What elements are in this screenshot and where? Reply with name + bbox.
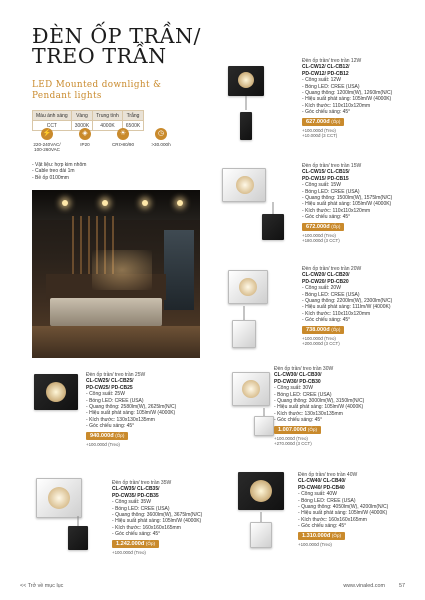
price-unit: (Ốp)	[115, 432, 125, 438]
spec-line: - Hiệu suất phát sáng: 105lm/W (4000K)	[298, 510, 416, 516]
note-item: - Bề ốp 0100mm	[32, 174, 69, 181]
price-value: 1.007.000đ	[278, 426, 307, 433]
title-line-1: ĐÈN ỐP TRẦN/	[32, 24, 202, 48]
spec-line: - Kích thước: 160x160x165mm	[112, 525, 232, 531]
cct-header-cell: Trắng	[122, 111, 143, 121]
cct-header-cell: Vàng	[71, 111, 92, 121]
price-extra: +100.000đ (Treo)	[302, 233, 336, 239]
price-value: 738.000đ	[306, 326, 330, 333]
cct-value-cell: 6500K	[122, 121, 143, 131]
cct-header-cell: Màu ánh sáng	[33, 111, 72, 121]
pendant-lamp-15w	[262, 202, 284, 242]
spec-label: >30.000h	[151, 141, 171, 147]
product-type: Đèn ốp trần/ treo trần 15W	[302, 163, 362, 169]
price-extra: +100.000đ (Treo)	[302, 336, 336, 342]
spec-line: - Quang thông: 2580lm(W), 2625lm(N/C)	[86, 404, 206, 410]
price-unit: (Ốp)	[331, 223, 341, 229]
spec-line: - Công suất: 30W	[274, 385, 416, 391]
product-image-12w	[228, 66, 264, 110]
spec-icons	[32, 128, 176, 152]
product-code: PD-CW40/ PD-CB40	[298, 484, 345, 491]
price-value: 627.000đ	[306, 118, 330, 125]
product-code: PD-CW20/ PD-CB20	[302, 278, 349, 285]
cct-value-cell: 4000K	[93, 121, 123, 131]
product-image-20w	[228, 270, 268, 304]
price-unit: (Ốp)	[307, 426, 318, 432]
cct-value-cell: 3000K	[71, 121, 92, 131]
price-unit: (Ốp)	[331, 326, 341, 332]
price-value: 672.000đ	[306, 223, 330, 230]
spec-line: - Góc chiếu sáng: 45°	[112, 531, 232, 537]
spec-line: - Quang thông: 3000lm(W), 3150lm(N/C)	[274, 398, 416, 404]
spec-line: - Hiệu suất phát sáng: 105lm/W (4000K)	[112, 518, 232, 524]
spec-list	[112, 499, 232, 537]
spec-line: - Kích thước: 160x160x165mm	[298, 517, 416, 523]
spec-line: - Hiệu suất phát sáng: 111lm/W (4000K)	[302, 304, 412, 310]
page-title	[32, 26, 242, 66]
product-code: CL-CW15/ CL-CB15/	[302, 169, 350, 176]
price-badge	[302, 223, 344, 231]
price-extras	[302, 128, 412, 139]
spec-line: - Quang thông: 4050lm(W), 4200lm(N/C)	[298, 504, 416, 510]
product-code: CL-CW20/ CL-CB20/	[302, 272, 350, 279]
spec-line: - Bóng LED: CREE (USA)	[112, 506, 232, 512]
cct-header-cell: Trung tính	[93, 111, 123, 121]
spec-line: - Công suất: 40W	[298, 491, 416, 497]
price-extras	[302, 336, 412, 347]
price-extra: +100.000đ (Treo)	[274, 436, 308, 442]
product-type: Đèn ốp trần/ treo trần 25W	[86, 372, 146, 378]
spec-line: - Công suất: 12W	[302, 77, 412, 83]
spec-line: - Bóng LED: CREE (USA)	[302, 84, 412, 90]
spec-cri	[108, 128, 138, 152]
product-code: PD-CW30/ PD-CB30	[274, 378, 321, 385]
bedroom-photo	[32, 190, 200, 358]
product-20w	[302, 266, 412, 347]
price-extras	[112, 550, 232, 555]
spec-line: - Kích thước: 130x130x135mm	[274, 411, 416, 417]
price-extras	[298, 542, 416, 547]
clock-icon: ◷	[155, 128, 167, 140]
website-link[interactable]: www.vinaled.com	[343, 583, 385, 589]
product-code: PD-CW12/ PD-CB12	[302, 70, 349, 77]
price-unit: (Ốp)	[145, 540, 156, 546]
product-code: PD-CW25/ PD-CB25	[86, 384, 133, 391]
spec-line: - Quang thông: 1500lm(W), 1575lm(N/C)	[302, 195, 412, 201]
product-image-35w	[36, 478, 82, 518]
product-code: CL-CW35/ CL-CB35/	[112, 486, 160, 493]
spec-line: - Bóng LED: CREE (USA)	[298, 498, 416, 504]
price-extras	[274, 436, 416, 447]
cct-header-row	[33, 111, 144, 121]
product-40w	[298, 472, 416, 547]
product-image-25w	[34, 374, 78, 410]
price-value: 1.242.000đ	[116, 540, 145, 547]
spec-list	[298, 491, 416, 529]
product-code: CL-CW25/ CL-CB25/	[86, 378, 134, 385]
price-badge	[274, 426, 321, 434]
price-value: 1.310.000đ	[302, 532, 331, 539]
spec-line: - Kích thước: 130x130x135mm	[86, 417, 206, 423]
spec-line: - Góc chiếu sáng: 45°	[298, 523, 416, 529]
price-extra: +200.000đ (3 CCT)	[302, 341, 340, 347]
price-extra: +100.000đ (Treo)	[112, 550, 146, 556]
spec-list	[302, 182, 412, 220]
price-extra: +100.000đ (Treo)	[298, 542, 332, 548]
plug-icon: ⚡	[41, 128, 53, 140]
product-image-40w	[238, 472, 284, 510]
general-notes	[32, 162, 86, 181]
price-extras	[86, 442, 206, 447]
spec-line: - Kích thước: 110x110x120mm	[302, 311, 412, 317]
spec-line: - Hiệu suất phát sáng: 105lm/W (4000K)	[86, 410, 206, 416]
price-badge	[302, 326, 344, 334]
spec-line: - Công suất: 35W	[112, 499, 232, 505]
pendant-lamp-20w	[232, 306, 256, 350]
spec-line: - Góc chiếu sáng: 45°	[86, 423, 206, 429]
shield-icon: ◈	[79, 128, 91, 140]
page-footer	[343, 583, 405, 589]
pendant-lamp-35w	[68, 516, 88, 552]
product-type: Đèn ốp trần/ treo trần 35W	[112, 480, 172, 486]
spec-line: - Bóng LED: CREE (USA)	[86, 398, 206, 404]
spec-lifetime	[146, 128, 176, 152]
spec-list	[302, 285, 412, 323]
spec-line: - Công suất: 25W	[86, 391, 206, 397]
spec-line: - Kích thước: 110x110x120mm	[302, 208, 412, 214]
pendant-canopy	[240, 112, 252, 142]
product-code: PD-CW35/ PD-CB35	[112, 492, 159, 499]
price-value: 940.000đ	[90, 432, 114, 439]
price-extra: +10.000đ (3 CCT)	[302, 133, 338, 139]
page-subtitle	[32, 80, 232, 101]
page-number: 57	[399, 583, 405, 589]
spec-line: - Bóng LED: CREE (USA)	[274, 392, 416, 398]
product-type: Đèn ốp trần/ treo trần 20W	[302, 266, 362, 272]
spec-line: - Quang thông: 2200lm(W), 2300lm(N/C)	[302, 298, 412, 304]
price-extra: +100.000đ (Treo)	[86, 442, 120, 448]
product-type: Đèn ốp trần/ treo trần 40W	[298, 472, 358, 478]
product-code: CL-CW30/ CL-CB30/	[274, 372, 322, 379]
spec-label: 220-240VAC/ 100-260VAC	[33, 141, 61, 152]
product-type: Đèn ốp trần/ treo trần 12W	[302, 58, 362, 64]
pendant-lamp-30w	[254, 408, 274, 438]
price-unit: (Ốp)	[331, 532, 342, 538]
spec-line: - Quang thông: 1200lm(W), 1260lm(N/C)	[302, 90, 412, 96]
spec-list	[86, 391, 206, 429]
spec-line: - Góc chiếu sáng: 45°	[302, 109, 412, 115]
product-25w	[86, 372, 206, 447]
product-image-15w	[222, 168, 266, 202]
product-image-30w	[232, 372, 270, 406]
price-badge	[112, 540, 159, 548]
pendant-lamp-40w	[250, 512, 272, 550]
spec-line: - Công suất: 15W	[302, 182, 412, 188]
spec-list	[274, 385, 416, 423]
spec-line: - Góc chiếu sáng: 45°	[302, 214, 412, 220]
price-badge	[302, 118, 344, 126]
subtitle-line-2: Pendant lights	[32, 90, 102, 101]
spec-line: - Hiệu suất phát sáng: 105lm/W (4000K)	[274, 404, 416, 410]
note-item: - Cable treo dài 1m	[32, 168, 75, 175]
spec-line: - Bóng LED: CREE (USA)	[302, 189, 412, 195]
spec-line: - Hiệu suất phát sáng: 105lm/W (4000K)	[302, 201, 412, 207]
price-extra: +270.000đ (3 CCT)	[274, 441, 312, 447]
price-badge	[86, 432, 128, 440]
spec-label: CRI>80/90	[111, 141, 135, 147]
product-type: Đèn ốp trần/ treo trần 30W	[274, 366, 334, 372]
product-12w	[302, 58, 412, 139]
spec-line: - Hiệu suất phát sáng: 105lm/W (4000K)	[302, 96, 412, 102]
price-extra: +180.000đ (3 CCT)	[302, 238, 340, 244]
cri-icon: ☀	[117, 128, 129, 140]
spec-ip	[70, 128, 100, 152]
product-35w	[112, 480, 232, 555]
spec-label: IP20	[80, 141, 90, 147]
spec-line: - Kích thước: 110x110x120mm	[302, 103, 412, 109]
spec-line: - Quang thông: 3600lm(W), 3675lm(N/C)	[112, 512, 232, 518]
price-extras	[302, 233, 412, 244]
spec-line: - Góc chiếu sáng: 45°	[274, 417, 416, 423]
title-line-2: TREO TRẦN	[32, 44, 167, 68]
spec-voltage	[32, 128, 62, 152]
spec-line: - Góc chiếu sáng: 45°	[302, 317, 412, 323]
product-30w	[274, 366, 416, 447]
back-to-toc-link[interactable]: << Trở về mục lục	[20, 583, 64, 589]
price-extra: +100.000đ (Treo)	[302, 128, 336, 134]
spec-line: - Công suất: 20W	[302, 285, 412, 291]
spec-line: - Bóng LED: CREE (USA)	[302, 292, 412, 298]
spec-list	[302, 77, 412, 115]
product-code: CL-CW40/ CL-CB40/	[298, 478, 346, 485]
product-code: CL-CW12/ CL-CB12/	[302, 64, 350, 71]
note-item: - Vật liệu: hợp kim nhôm	[32, 162, 87, 168]
price-badge	[298, 532, 345, 540]
cct-value-cell: CCT	[33, 121, 72, 131]
subtitle-line-1: LED Mounted downlight &	[32, 80, 162, 90]
price-unit: (Ốp)	[331, 118, 341, 124]
product-15w	[302, 163, 412, 244]
product-code: PD-CW15/ PD-CB15	[302, 175, 349, 182]
